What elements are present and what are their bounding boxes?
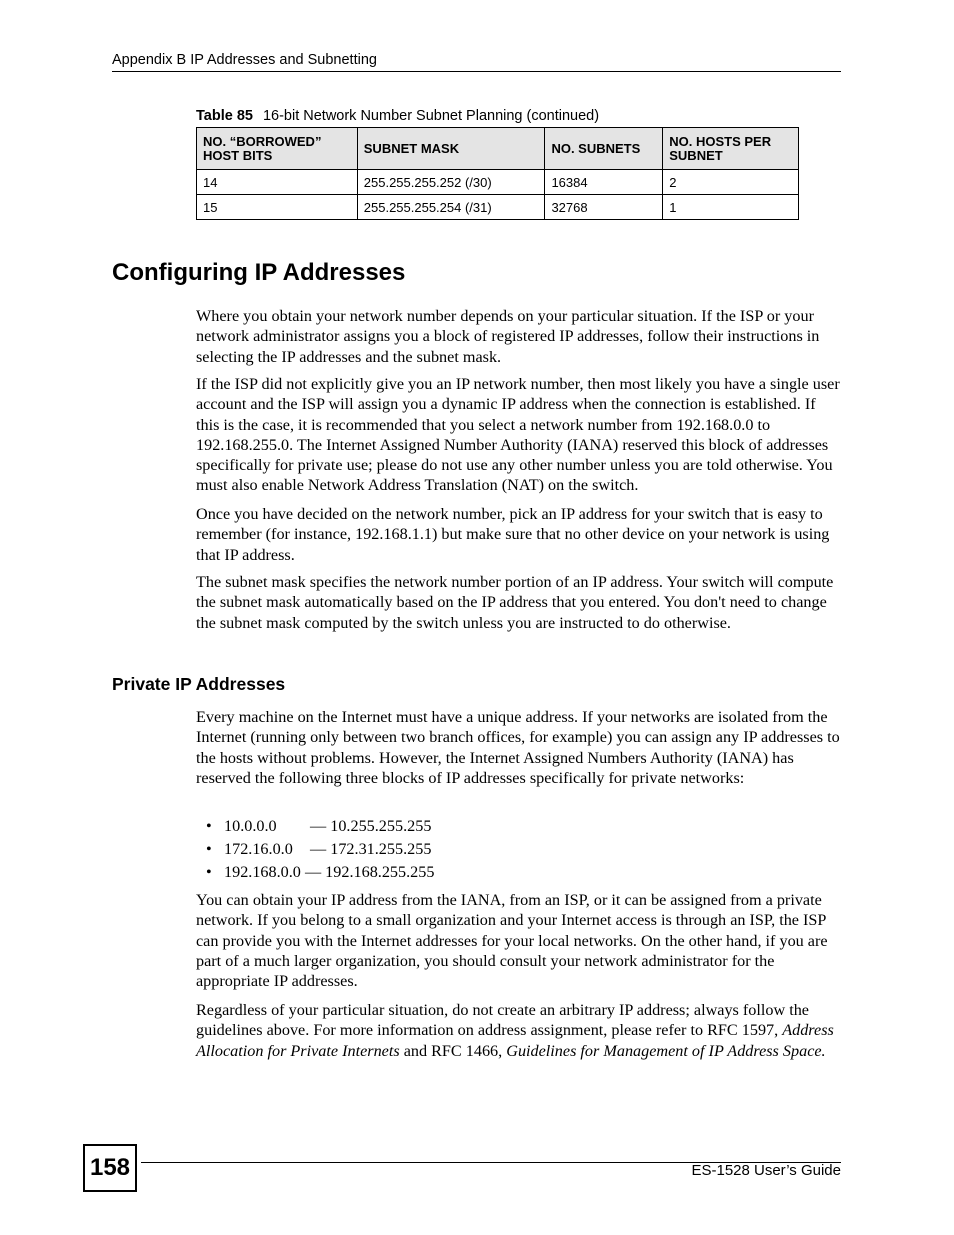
paragraph: Once you have decided on the network number, pick an IP address for your switch that is easy to remember (for instance, 192.168.1.1) but make sure that no other device on your network is using that IP address.	[196, 505, 830, 564]
paragraph: If the ISP did not explicitly give you an IP network number, then most likely you have a single user account and the ISP will assign you a dynamic IP address when the connection is established. If this is the case, it is recommended that you select a network number from 192.168.0.0 to 192.168.255.0. The Internet Assigned Number Authority (IANA) reserved this block of addresses specifically for private use; please do not use any other number unless you are told otherwise. You must also enable Network Address Translation (NAT) on the switch.	[196, 375, 840, 495]
guide-title: ES-1528 User’s Guide	[691, 1162, 841, 1179]
paragraph: You can obtain your IP address from the IANA, from an ISP, or it can be assigned from a private network. If you belong to a small organization and your Internet access is through an ISP, the ISP can provide you with the Internet addresses for your local networks. On the other hand, if you are part of a much larger organization, you should consult your network administrator for the appropriate IP addresses.	[196, 891, 828, 991]
range-start: 10.0.0.0	[224, 817, 277, 835]
subnet-planning-table	[196, 127, 799, 220]
private-range-list	[196, 815, 434, 884]
running-header: Appendix B IP Addresses and Subnetting	[112, 52, 377, 68]
table-cell: 2	[663, 170, 799, 195]
table-cell: 14	[197, 170, 358, 195]
table-caption-label: Table 85	[196, 108, 253, 124]
list-item	[196, 838, 434, 861]
paragraph: Where you obtain your network number depends on your particular situation. If the ISP or your network administrator assigns you a block of registered IP addresses, follow their instructions in selecting the IP addresses and the subnet mask.	[196, 307, 820, 366]
page-number: 158	[83, 1144, 137, 1192]
range-end: — 10.255.255.255	[310, 817, 432, 835]
paragraph-text: Regardless of your particular situation, do not create an arbitrary IP address; always follow the guidelines above. For more information on address assignment, please refer to RFC 1597,	[196, 1001, 809, 1040]
table-header-row	[197, 128, 799, 170]
paragraph-text: and RFC 1466,	[399, 1041, 507, 1060]
paragraph: The subnet mask specifies the network number portion of an IP address. Your switch will compute the subnet mask automatically based on the IP address that you entered. You don't need to change the subnet mask computed by the switch unless you are instructed to do otherwise.	[196, 573, 834, 632]
header-rule	[112, 71, 841, 72]
table-row	[197, 195, 799, 220]
range-end: — 172.31.255.255	[310, 840, 432, 858]
table-cell: 1	[663, 195, 799, 220]
subsection-title: Private IP Addresses	[112, 674, 286, 694]
column-header: NO. “BORROWED” HOST BITS	[197, 128, 358, 170]
list-item	[196, 861, 434, 884]
table-cell: 16384	[545, 170, 663, 195]
table-cell: 32768	[545, 195, 663, 220]
list-item	[196, 815, 434, 838]
rfc1466-title: Guidelines for Management of IP Address Space.	[506, 1041, 826, 1060]
table-cell: 15	[197, 195, 358, 220]
range-start: 192.168.0.0	[224, 863, 301, 881]
column-header: NO. SUBNETS	[545, 128, 663, 170]
rfc1597-title: Address Allocation for Private Internets	[196, 1021, 834, 1060]
table-caption	[196, 108, 599, 124]
section-title: Configuring IP Addresses	[112, 259, 406, 286]
table-cell: 255.255.255.254 (/31)	[357, 195, 545, 220]
column-header: NO. HOSTS PER SUBNET	[663, 128, 799, 170]
column-header: SUBNET MASK	[357, 128, 545, 170]
table-row	[197, 170, 799, 195]
paragraph: Every machine on the Internet must have a unique address. If your networks are isolated from the Internet (running only between two branch offices, for example) you can assign any IP addresses to the hosts without problems. However, the Internet Assigned Numbers Authority (IANA) has reserved the following three blocks of IP addresses specifically for private networks:	[196, 708, 840, 787]
paragraph	[196, 1000, 842, 1061]
table-cell: 255.255.255.252 (/30)	[357, 170, 545, 195]
range-start: 172.16.0.0	[224, 840, 293, 858]
range-end: — 192.168.255.255	[304, 863, 435, 881]
table-caption-text: 16-bit Network Number Subnet Planning (continued)	[262, 108, 600, 124]
